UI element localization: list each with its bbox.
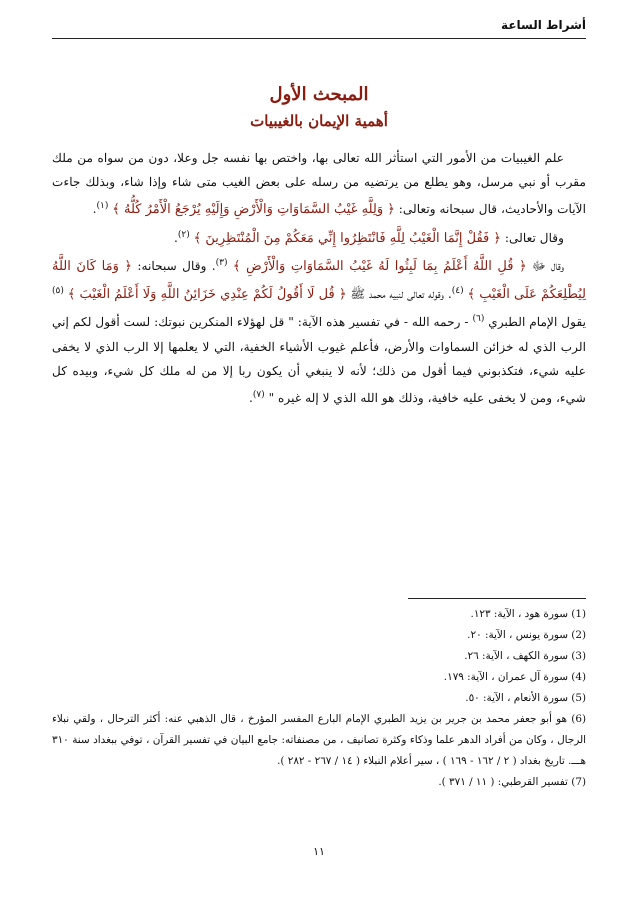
body-text (52, 146, 586, 410)
footnote-ref-7: (٧) (252, 390, 265, 401)
paragraph-1-text: علم الغيبيات من الأمور التي استأثر الله تعالى بها، واختص بها نفسه جل وعلا، دون من سواه من ملك مقرب أو نبي مرسل، وهو يطلع من يرتضيه من رسله على بعض الغيب متى شاء وإذا شاء، وبذلك جاءت الآيات والأحاديث، قال سبحانه وتعالى: (52, 151, 586, 217)
footnote-1 (52, 604, 586, 625)
footnotes (52, 604, 586, 793)
quran-verse-2: ﴿ فَقُلْ إِنَّمَا الْغَيْبُ لِلَّهِ فَانْتَظِرُوا إِنِّي مَعَكُمْ مِنَ الْمُنْتَظِرِينَ ﴾ (193, 230, 501, 246)
paragraph-3-intro: وقال ﷻ (531, 259, 565, 273)
footnote-divider (408, 598, 586, 599)
footnote-text: سورة هود ، الآية: ١٢٣. (470, 608, 568, 620)
paragraph-3-mid: . وقال سبحانه: (137, 259, 216, 273)
footnote-number: (5) (571, 692, 586, 704)
footnote-text: سورة الكهف ، الآية: ٢٦. (464, 650, 568, 662)
paragraph-3 (52, 251, 586, 410)
footnote-text: هو أبو جعفر محمد بن جرير بن يزيد الطبري الإمام البارع المفسر المؤرخ ، قال الذهبي عنه: أكثر الترحال ، ولقي نبلاء الرجال ، وكان من أفراد الدهر علما وذكاء وكثرة تصانيف ، من مصنفاته: جامع البيان في تفسير القرآن ، توفي ببغداد سنة ٣١٠ هـــ. تاريخ بغداد ( ٢ / ١٦٢ - ١٦٩ ) ، سير أعلام النبلاء ( ١٤ / ٢٦٧ - ٢٨٢ ). (52, 713, 586, 767)
footnote-ref-2: (٢) (177, 229, 190, 240)
footnote-number: (6) (571, 713, 586, 725)
section-title: أهمية الإيمان بالغيبيات (250, 112, 388, 130)
footnote-ref-6: (٦) (472, 314, 485, 325)
running-header: أشراط الساعة (501, 18, 586, 32)
footnote-5 (52, 688, 586, 709)
footnote-number: (2) (571, 629, 586, 641)
footnote-number: (3) (571, 650, 586, 662)
footnote-6 (52, 709, 586, 772)
quran-verse-4: ﴿ وَمَا كَانَ اللَّهُ لِيُطْلِعَكُمْ عَلَى الْغَيْبِ ﴾ (52, 259, 587, 303)
paragraph-3-tail: - رحمه الله - في تفسير هذه الآية: " قل لهؤلاء المنكرين نبوتك: لست أقول لكم إني الرب الذي له خزائن السماوات والأرض، فأعلم غيوب الأشياء الخفية، التي لا يعلمها إلا الرب الذي لا يخفى عليه شيء، فتكذبوني فيما أقول من ذلك؛ لأنه لا ينبغي أن يكون ربا إلا من له ملك كل شيء، وبيده كل شيء، ومن لا يخفى عليه خافية، وذلك هو الله الذي لا إله غيره " (52, 315, 586, 406)
footnote-text: سورة الأنعام ، الآية: ٥٠. (465, 692, 568, 704)
paragraph-3-mid3: يقول الإمام الطبري (488, 315, 587, 330)
paragraph-1: علم الغيبيات من الأمور التي استأثر الله تعالى بها، واختص بها نفسه جل وعلا، دون من سواه من ملك مقرب أو نبي مرسل، وهو يطلع من يرتضيه من رسله على بعض الغيب متى شاء وإذا شاء، وبذلك جاءت الآيات والأحاديث، قال سبحانه وتعالى: ﴿ وَلِلَّهِ غَيْبُ السَّمَاوَاتِ وَالْأَرْضِ وَإِلَيْهِ يُرْجَعُ الْأَمْرُ كُلُّهُ ﴾ $^{(١)}$. (52, 151, 586, 218)
quran-verse-3: ﴿ قُلِ اللَّهُ أَعْلَمُ بِمَا لَبِثُوا لَهُ غَيْبُ السَّمَاوَاتِ وَالْأَرْضِ ﴾ (232, 259, 527, 274)
footnote-ref-3: (٣) (215, 257, 228, 268)
quran-verse-1: ﴿ وَلِلَّهِ غَيْبُ السَّمَاوَاتِ وَالْأَرْضِ وَإِلَيْهِ يُرْجَعُ الْأَمْرُ كُلُّهُ ﴾ (112, 202, 395, 218)
paragraph-3-mid2: . وقوله تعالى لنبيه محمد ﷺ (350, 287, 452, 302)
header-divider (52, 38, 586, 39)
footnote-3 (52, 646, 586, 667)
paragraph-3-end: . (248, 391, 253, 406)
footnote-ref-4: (٤) (451, 286, 464, 297)
quran-verse-5: ﴿ قُل لَا أَقُولُ لَكُمْ عِنْدِي خَزَائِنُ اللَّهِ وَلَا أَعْلَمُ الْغَيْبَ ﴾ (67, 287, 347, 303)
page-number: ١١ (313, 845, 325, 858)
footnote-ref-5: (٥) (52, 286, 64, 297)
footnote-number: (4) (571, 671, 586, 683)
footnote-2 (52, 625, 586, 646)
footnote-4 (52, 667, 586, 688)
footnote-7 (52, 772, 586, 793)
paragraph-2-intro: وقال تعالى: (504, 230, 564, 245)
footnote-number: (7) (571, 776, 586, 788)
footnote-text: تفسير القرطبي: ( ١١ / ٣٧١ ). (438, 776, 568, 788)
footnote-ref-1: (١) (96, 201, 109, 212)
paragraph-2: وقال تعالى: ﴿ فَقُلْ إِنَّمَا الْغَيْبُ لِلَّهِ فَانْتَظِرُوا إِنِّي مَعَكُمْ مِنَ الْمُنْتَظِرِينَ ﴾ $^{(٢)}$. (173, 229, 564, 246)
chapter-title: المبحث الأول (269, 84, 369, 105)
footnote-number: (1) (571, 608, 586, 620)
footnote-text: سورة آل عمران ، الآية: ١٧٩. (443, 671, 568, 683)
footnote-text: سورة يونس ، الآية: ٢٠. (467, 629, 568, 641)
